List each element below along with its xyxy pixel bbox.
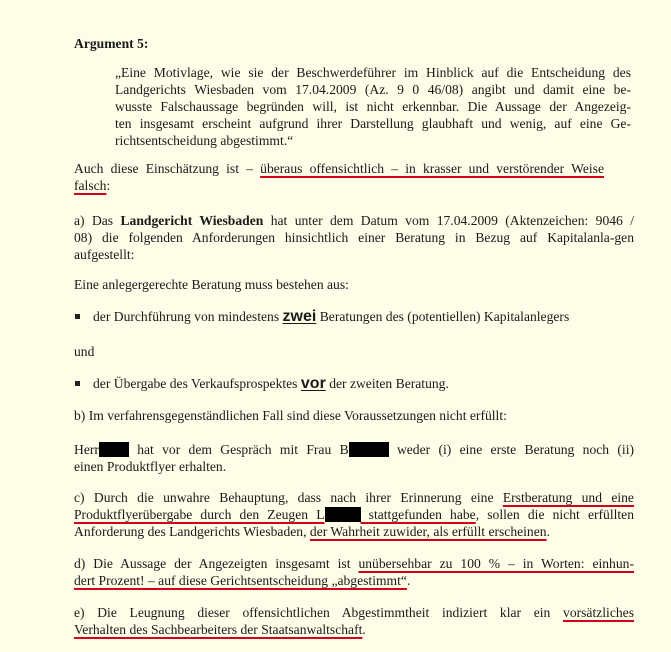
paragraph-a-line: 08) die folgenden Anforderungen hinsichtlich einer Beratung in Bezug auf Kapitalanla-gen	[74, 230, 634, 245]
quote-line: richtsentscheidung abgestimmt.“	[115, 133, 294, 148]
red-underline-highlight: Verhalten des Sachbearbeiters der Staatsanwaltschaft	[74, 622, 363, 637]
paragraph-a-line: aufgestellt:	[74, 247, 135, 262]
red-underline-highlight: überaus offensichtlich – in krasser und verstörender Weise	[260, 161, 604, 176]
argument-heading: Argument 5:	[74, 36, 149, 51]
bullet-item: der Übergabe des Verkaufsprospektes vor der zweiten Beratung.	[93, 375, 449, 392]
court-name: Landgericht Wiesbaden	[120, 213, 264, 228]
paragraph-c-line: Anforderung des Landgerichts Wiesbaden, der Wahrheit zuwider, als erfüllt erscheinen.	[74, 524, 550, 539]
paragraph-c-line: Produktflyerübergabe durch den Zeugen L stattgefunden habe, sollen die nicht erfüllten	[74, 507, 635, 522]
red-underline-highlight: vorsätzliches	[563, 605, 634, 620]
assessment-line: falsch:	[74, 178, 111, 193]
quote-line: „Eine Motivlage, wie sie der Beschwerdeführer im Hinblick auf die Entscheidung des	[115, 65, 631, 80]
emphasis-vor: vor	[300, 375, 326, 392]
requirement-intro: Eine anlegergerechte Beratung muss bestehen aus:	[74, 277, 349, 292]
red-underline-highlight: der Wahrheit zuwider, als erfüllt erscheinen	[309, 524, 547, 539]
red-underline-highlight: Produktflyerübergabe durch den Zeugen L stattgefunden habe	[74, 507, 476, 522]
paragraph-a-line: a) Das Landgericht Wiesbaden hat unter dem Datum vom 17.04.2009 (Aktenzeichen: 9046 /	[74, 213, 635, 228]
quote-line: ten insgesamt erscheint aufgrund ihrer Darstellung glaubhaft und wenig, auf eine Ge-	[115, 116, 631, 131]
redaction-bar	[325, 507, 361, 522]
red-underline-highlight: dert Prozent! – auf diese Gerichtsentscheidung „abgestimmt“	[74, 573, 407, 588]
assessment-line: Auch diese Einschätzung ist – überaus offensichtlich – in krasser und verstörender Weise	[74, 161, 604, 176]
emphasis-zwei: zwei	[282, 308, 317, 325]
bullet-icon	[75, 314, 80, 319]
red-underline-highlight: Erstberatung und eine	[502, 490, 634, 505]
paragraph-b-line: Herr hat vor dem Gespräch mit Frau B weder (i) eine erste Beratung noch (ii)	[74, 442, 634, 457]
quote-line: Landgerichts Wiesbaden vom 17.04.2009 (Az. 9 0 46/08) angibt und damit eine be-	[115, 82, 631, 97]
conjunction: und	[74, 344, 95, 359]
paragraph-c-line: c) Durch die unwahre Behauptung, dass nach ihrer Erinnerung eine Erstberatung und eine	[74, 490, 634, 505]
paragraph-d-line: dert Prozent! – auf diese Gerichtsentscheidung „abgestimmt“.	[74, 573, 411, 588]
bullet-item: der Durchführung von mindestens zwei Beratungen des (potentiellen) Kapitalanlegers	[93, 308, 570, 325]
paragraph-d-line: d) Die Aussage der Angezeigten insgesamt ist unübersehbar zu 100 % – in Worten: einhun-	[74, 556, 634, 571]
red-underline-highlight: falsch	[74, 178, 107, 193]
bullet-icon	[75, 381, 80, 386]
redaction-bar	[99, 442, 129, 457]
paragraph-b-line: einen Produktflyer erhalten.	[74, 459, 227, 474]
paragraph-e-line: e) Die Leugnung dieser offensichtlichen Abgestimmtheit indiziert klar ein vorsätzliches	[74, 605, 634, 620]
red-underline-highlight: unübersehbar zu 100 % – in Worten: einhun-	[358, 556, 634, 571]
paragraph-b-line: b) Im verfahrensgegenständlichen Fall sind diese Voraussetzungen nicht erfüllt:	[74, 408, 507, 423]
paragraph-e-line: Verhalten des Sachbearbeiters der Staatsanwaltschaft.	[74, 622, 366, 637]
quote-line: wusste Falschaussage begründen will, ist nicht erkennbar. Die Aussage der Angezeig-	[115, 99, 631, 114]
redaction-bar	[349, 442, 389, 457]
